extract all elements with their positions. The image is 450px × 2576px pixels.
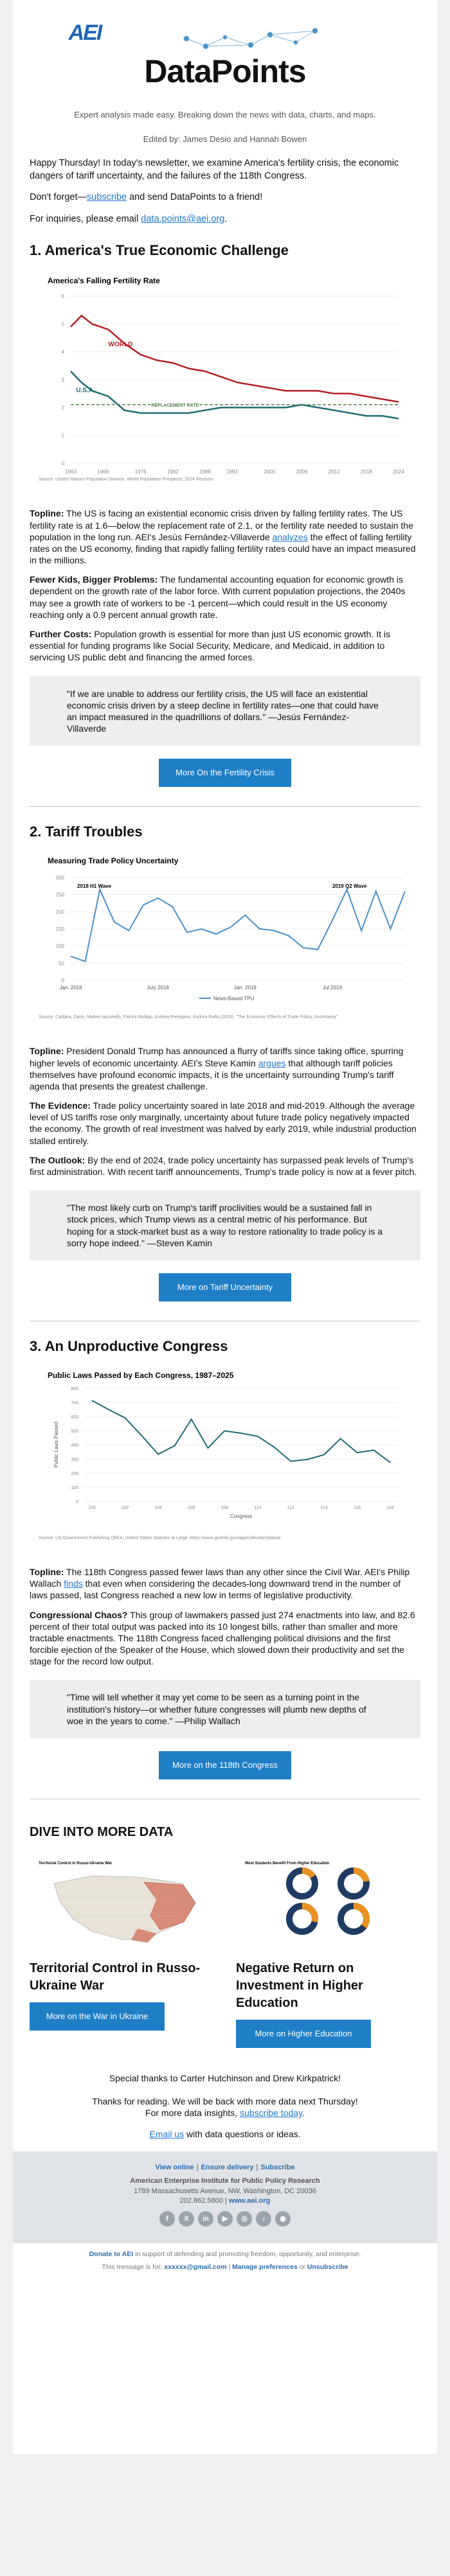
social-icons <box>26 2211 424 2227</box>
x-tick-label: July 2018 <box>147 985 169 991</box>
text: The 118th Congress passed fewer laws than any other since the Civil War. AEI's Philip Wallach <box>30 1566 410 1589</box>
facebook-icon[interactable]: f <box>159 2211 175 2227</box>
y-tick-label: 6 <box>61 294 64 300</box>
label: Fewer Kids, Bigger Problems: <box>30 574 158 585</box>
y-tick-label: 2 <box>61 405 64 411</box>
pull-quote: "The most likely curb on Trump's tariff proclivities would be a sustained fall in stock prices, which Trump views as a central metric of his performance. But hoping for a stock-market bust as a way to restore rationality to trade policy is a sorry hope indeed." —Steven Kamin <box>30 1190 420 1260</box>
threads-icon[interactable]: ◉ <box>275 2211 291 2227</box>
donate-note <box>13 2250 437 2260</box>
label: Further Costs: <box>30 629 92 640</box>
x-tick-label: 2006 <box>296 469 308 475</box>
paragraph <box>30 628 420 664</box>
more-card-ukraine <box>30 1858 214 2048</box>
text: The fundamental accounting equation for economic growth is dependent on the growth rate of the labor force. With current population projections, the 2040s may see a growth rate of workers to be -1 percent—which could result in the US economy reaching only a 0.9 percent annual growth rate. <box>30 574 406 620</box>
closing <box>13 2072 437 2140</box>
y-tick-label: 50 <box>59 960 64 967</box>
linkedin-icon[interactable]: in <box>198 2211 213 2227</box>
x-tick-label: 114 <box>320 1505 328 1510</box>
higher-ed-thumbnail[interactable] <box>241 1858 415 1954</box>
subscribe-link[interactable]: subscribe <box>87 192 127 203</box>
text: and send DataPoints to a friend! <box>127 192 263 203</box>
pull-quote: "Time will tell whether it may yet come to be seen as a turning point in the institution's history—or whether future congresses will plumb new depths of woe in the years to come." —Philip Wallach <box>30 1680 420 1738</box>
label: Congressional Chaos? <box>30 1609 128 1620</box>
x-tick-label: 100 <box>88 1505 96 1510</box>
paragraph <box>30 1566 420 1601</box>
y-tick-label: 400 <box>71 1443 78 1448</box>
pull-quote: "If we are unable to address our fertility crisis, the US will face an existential economic crisis driven by a steep decline in fertility rates—one that could have an impact measured in the quadrillions of dollars." —Jesús Fernández-Villaverde <box>30 676 420 746</box>
section-1-heading: 1. America's True Economic Challenge <box>30 242 289 259</box>
x-tick-label: 108 <box>221 1505 229 1510</box>
argues-link[interactable]: argues <box>258 1057 286 1068</box>
more-card-title[interactable]: Negative Return on Investment in Higher Education <box>236 1961 363 2011</box>
x-tick-label: 112 <box>287 1505 294 1510</box>
series-label: WORLD <box>108 341 133 349</box>
tariff-uncertainty-button[interactable]: More on Tariff Uncertainty <box>159 1273 291 1301</box>
more-data-grid <box>13 1858 437 2067</box>
email-line <box>13 2128 437 2140</box>
y-tick-label: 200 <box>55 909 64 915</box>
text: . <box>224 213 228 224</box>
newsletter-title: DataPoints <box>144 53 306 89</box>
text: Don't forget— <box>30 192 87 203</box>
tiktok-icon[interactable]: ♪ <box>256 2211 271 2227</box>
label: The Evidence: <box>30 1100 91 1111</box>
intro <box>13 109 437 225</box>
label: Topline: <box>30 508 64 519</box>
subscribe-line <box>13 2107 437 2119</box>
y-tick-label: 3 <box>61 377 64 384</box>
y-tick-label: 800 <box>71 1386 78 1391</box>
text: President Donald Trump has announced a flurry of tariffs since taking office, spurring higher levels of economic uncertainty. AEI's Steve Kamin <box>30 1046 404 1068</box>
recipient-note <box>13 2263 437 2273</box>
label: Topline: <box>30 1046 64 1057</box>
header-logo <box>13 21 437 103</box>
view-online-link[interactable]: View online <box>155 2163 194 2171</box>
paragraph <box>30 1609 420 1668</box>
public-laws-chart <box>32 1366 418 1527</box>
chart-source: Source: US Government Publishing Office, United States Statutes at Large, https://www.govinfo.gov/app/collection/statute <box>39 1535 281 1540</box>
y-tick-label: 4 <box>61 349 64 356</box>
y-tick-label: 600 <box>71 1415 78 1420</box>
more-card-title[interactable]: Territorial Control in Russo-Ukraine War <box>30 1961 201 1993</box>
x-tick-label: 1993 <box>226 469 238 475</box>
footer-links: View online | Ensure delivery | Subscribe <box>155 2163 295 2171</box>
text: Trade policy uncertainty soared in late 2018 and mid-2019. Although the average level of US tariffs rose only marginally, uncertainty about future trade policy negatively impacted the economy. The growth of real investment was halved by early 2019, while industrial production stalled entirely. <box>30 1100 417 1146</box>
x-tick-label: 2018 <box>360 469 372 475</box>
section-2-heading: 2. Tariff Troubles <box>30 824 143 840</box>
org-address: 1789 Massachusetts Avenue, NW, Washington, DC 20036 <box>134 2187 316 2195</box>
y-tick-label: 300 <box>71 1457 78 1462</box>
label: The Outlook: <box>30 1154 86 1165</box>
paragraph <box>30 1100 420 1147</box>
inquiries-paragraph <box>30 213 420 226</box>
annotation: 2018 H1 Wave <box>77 883 112 890</box>
y-tick-label: 0 <box>76 1499 78 1504</box>
more-data-heading: DIVE INTO MORE DATA <box>30 1825 174 1840</box>
y-tick-label: 200 <box>71 1471 78 1476</box>
x-tick-label: 106 <box>187 1505 195 1510</box>
y-tick-label: 0 <box>61 978 64 984</box>
section-3-heading: 3. An Unproductive Congress <box>30 1337 228 1354</box>
subscribe-today-link[interactable]: subscribe today <box>240 2108 303 2119</box>
thumb-title: Most Students Benefit From Higher Education <box>245 1862 330 1866</box>
x-tick-label: 104 <box>154 1505 162 1510</box>
y-tick-label: 100 <box>71 1485 78 1490</box>
chart-source: Source: Caldara, Dario, Matteo Iacoviello, Patrick Molligo, Andrea Prestipino, Andrea Raffo (2019). "The Economic Effects of Trade Policy Uncertainty" <box>39 1015 338 1020</box>
text: For more data insights, <box>145 2108 240 2119</box>
y-tick-label: 1 <box>61 433 64 439</box>
series-label: REPLACEMENT RATE <box>151 403 199 409</box>
donate-link[interactable]: Donate to AEI <box>89 2250 134 2259</box>
phone: 202.862.5800 <box>179 2196 223 2205</box>
x-tick-label: Jan. 2018 <box>59 985 82 991</box>
text: This group of lawmakers passed just 274 enactments into law, and 82.6 percent of their total output was packed into its 10 longest bills, rather than smaller and more tractable enactments. The 118th Congress faced challenging political divisions and the first forcible ejection of the Speaker of the House, which slowed down their productivity and set the stage for the record low output. <box>30 1609 415 1667</box>
trade-uncertainty-chart <box>32 852 418 1006</box>
chart-bg <box>32 270 418 482</box>
text: Population growth is essential for more than just US economic growth. It is essential for funding programs like Social Security, Medicare, and Medicaid, in addition to servicing US public debt and financing the armed forces. <box>30 629 391 663</box>
series-label: U.S.A. <box>76 387 95 394</box>
y-tick-label: 5 <box>61 321 64 328</box>
y-tick-label: 500 <box>71 1429 78 1434</box>
text: the effect of falling fertility rates on the US economy, finding that rapidly falling fertility rates could have an impact measured in the millions. <box>30 531 416 566</box>
x-tick-label: Jan. 2019 <box>233 985 256 991</box>
newsletter-card <box>13 0 437 2454</box>
org-name: American Enterprise Institute for Public Policy Research <box>130 2177 320 2185</box>
intro-paragraph: Happy Thursday! In today's newsletter, we examine America's fertility crisis, the economic dangers of tariff uncertainty, and the failures of the 118th Congress. <box>30 158 399 181</box>
y-tick-label: 150 <box>55 926 64 933</box>
y-tick-label: 100 <box>55 944 64 950</box>
section-3-body <box>13 1566 437 1668</box>
label: Topline: <box>30 1566 64 1577</box>
chart-bg <box>32 1366 418 1527</box>
analyzes-link[interactable]: analyzes <box>272 531 308 542</box>
ukraine-map-thumbnail[interactable] <box>35 1858 208 1954</box>
ensure-delivery-link[interactable]: Ensure delivery <box>201 2163 254 2171</box>
subscribe-footer-link[interactable]: Subscribe <box>260 2163 295 2171</box>
fertility-crisis-button[interactable]: More On the Fertility Crisis <box>159 759 291 787</box>
footer <box>13 2151 437 2244</box>
annotation: 2019 Q2 Wave <box>332 883 367 890</box>
y-tick-label: 300 <box>55 875 64 881</box>
x-tick-label: 102 <box>121 1505 129 1510</box>
text: The US is facing an existential economic crisis driven by falling fertility rates. The US fertility rate is at 1.6—below the replacement rate of 2.1, or the fertility rate needed to sustain the population in the long run. AEI's Jesús Fernández-Villaverde <box>30 508 413 542</box>
paragraph <box>30 507 420 566</box>
website-link[interactable]: www.aei.org <box>228 2196 271 2205</box>
finds-link[interactable]: finds <box>64 1578 83 1589</box>
section-1-body <box>13 507 437 663</box>
unsubscribe-link[interactable]: Unsubscribe <box>307 2263 348 2272</box>
thumb-title: Territorial Control in Russo-Ukraine War <box>39 1862 113 1866</box>
email-us-link[interactable]: Email us <box>149 2128 184 2139</box>
chart-title: Measuring Trade Policy Uncertainty <box>48 856 179 866</box>
x-tick-label: 1969 <box>97 469 109 475</box>
x-tick-label: Jul 2019 <box>322 985 343 991</box>
legend-label: News-Based TPU <box>213 996 255 1002</box>
paragraph <box>30 1154 420 1178</box>
text: that even when considering the decades-long downward trend in the number of laws passed, last Congress reached a new low in terms of legislative productivity. <box>30 1578 401 1601</box>
x-tick-label: 1963 <box>65 469 76 475</box>
text: By the end of 2024, trade policy uncertainty has surpassed peak levels of Trump's first administration. With recent tariff announcements, Trump's trade policy is now at a fever pitch. <box>30 1154 417 1178</box>
text: that although tariff policies themselves have profound economic impacts, it is the uncertainty surrounding Trump's tariff agenda that presents the greatest challenge. <box>30 1057 394 1091</box>
more-card-higher-ed <box>236 1858 420 2067</box>
y-tick-label: 700 <box>71 1400 78 1406</box>
text: . <box>302 2108 305 2119</box>
tagline: Expert analysis made easy. Breaking down the news with data, charts, and maps. <box>74 110 376 119</box>
subscribe-paragraph <box>30 191 420 204</box>
x-tick-label: 2012 <box>328 469 340 475</box>
chart-source: Source: United Nations Population Division, World Population Prospects: 2024 Revision <box>39 477 213 482</box>
chart-title: Public Laws Passed by Each Congress, 1987–2025 <box>48 1370 234 1380</box>
text: in support of defending and promoting freedom, opportunity, and enterprise. <box>133 2250 361 2259</box>
manage-preferences-link[interactable]: Manage preferences <box>232 2263 298 2272</box>
paragraph <box>30 574 420 621</box>
section-2-body <box>13 1045 437 1178</box>
text: with data questions or ideas. <box>184 2128 301 2139</box>
y-tick-label: 0 <box>61 461 64 467</box>
thanks-text: Special thanks to Carter Hutchinson and Drew Kirkpatrick! <box>109 2073 341 2084</box>
email-link[interactable]: data.points@aei.org <box>141 213 225 224</box>
thanks-text: Thanks for reading. We will be back with more data next Thursday! <box>92 2096 358 2107</box>
fertility-chart <box>32 270 418 482</box>
y-axis-label: Public Laws Passed <box>53 1422 59 1468</box>
congress-button[interactable]: More on the 118th Congress <box>159 1751 291 1779</box>
higher-ed-button[interactable]: More on Higher Education Investment <box>236 2020 371 2048</box>
x-tick-label: 2000 <box>264 469 276 475</box>
x-tick-label: 116 <box>353 1505 361 1510</box>
editors: Edited by: James Desio and Hannah Bowen <box>143 134 307 144</box>
x-icon[interactable]: X <box>179 2211 194 2227</box>
x-tick-label: 110 <box>254 1505 262 1510</box>
recipient-email[interactable]: xxxxxx@gmail.com <box>164 2263 227 2272</box>
instagram-icon[interactable]: ◎ <box>237 2211 252 2227</box>
aei-logo[interactable]: AEI <box>68 21 102 45</box>
paragraph <box>30 1045 420 1092</box>
x-tick-label: 118 <box>386 1505 394 1510</box>
x-tick-label: 2024 <box>393 469 404 475</box>
divider <box>30 806 420 807</box>
chart-title: America's Falling Fertility Rate <box>48 276 160 286</box>
youtube-icon[interactable]: ▶ <box>217 2211 233 2227</box>
x-tick-label: 1988 <box>199 469 211 475</box>
text: For inquiries, please email <box>30 213 141 224</box>
text: This message is for: <box>102 2263 165 2272</box>
x-axis-label: Congress <box>230 1513 253 1519</box>
text: or <box>297 2263 307 2272</box>
x-tick-label: 1976 <box>134 469 147 475</box>
x-tick-label: 1982 <box>166 469 179 475</box>
ukraine-button[interactable]: More on the War in Ukraine <box>30 2002 165 2031</box>
org-contact: 202.862.5800 | www.aei.org <box>179 2196 271 2205</box>
y-tick-label: 250 <box>55 892 64 899</box>
text: | <box>226 2263 233 2272</box>
